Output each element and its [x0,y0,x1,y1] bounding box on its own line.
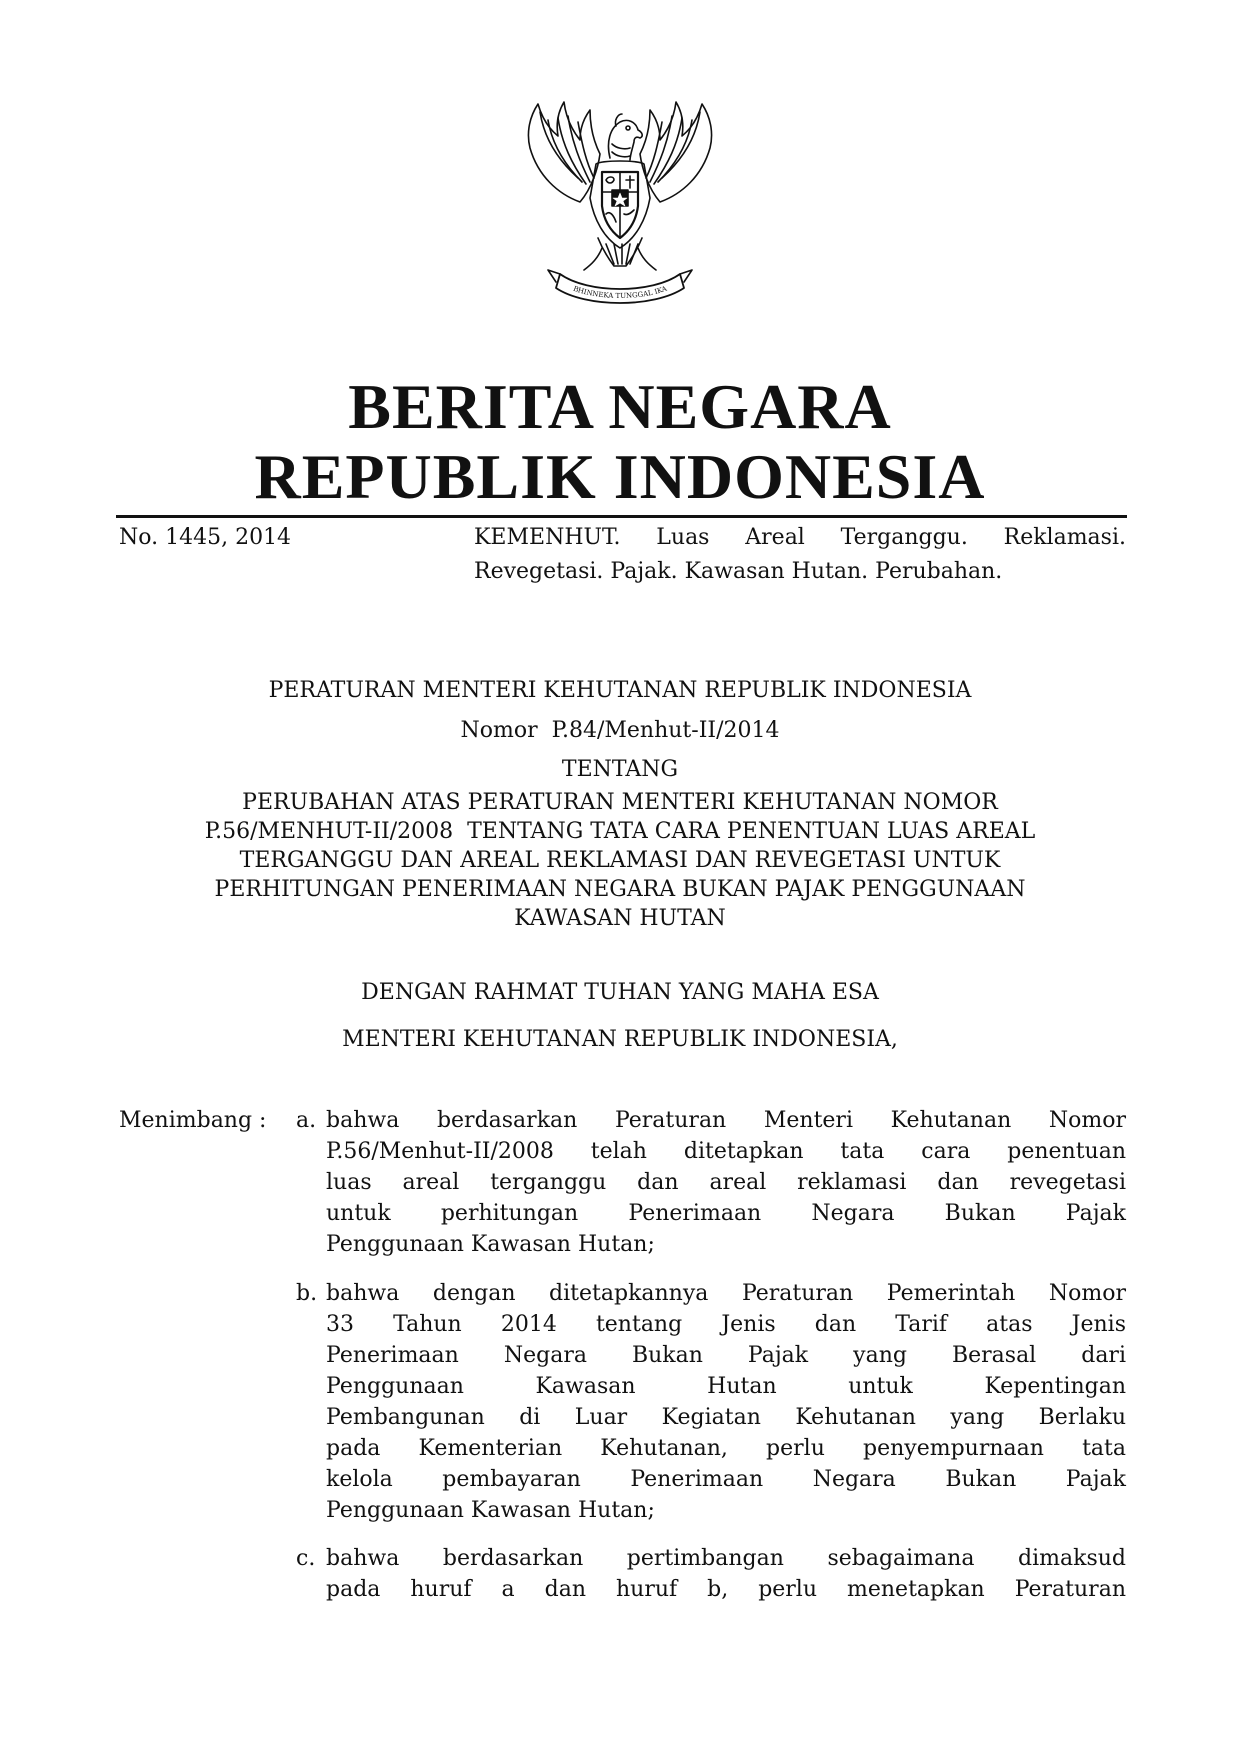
item-line: Penggunaan Kawasan Hutan; [326,1498,655,1523]
item-line: 33 Tahun 2014 tentang Jenis dan Tarif atas Jenis [326,1312,1126,1337]
item-line: Penerimaan Negara Bukan Pajak yang Berasal dari [326,1343,1126,1368]
regulation-subject-line: PERUBAHAN ATAS PERATURAN MENTERI KEHUTANAN NOMOR [242,790,998,815]
gazette-subject-line-1: KEMENHUT. Luas Areal Terganggu. Reklamasi. [474,525,1126,550]
item-line: pada huruf a dan huruf b, perlu menetapkan Peraturan [326,1577,1126,1602]
item-marker: b. [296,1281,318,1306]
regulation-subject-line: P.56/MENHUT-II/2008 TENTANG TATA CARA PENENTUAN LUAS AREAL [204,819,1036,844]
title-line-2: REPUBLIK INDONESIA [254,441,986,512]
title-line-1: BERITA NEGARA [348,371,892,442]
header-rule [116,515,1127,518]
item-line: Pembangunan di Luar Kegiatan Kehutanan yang Berlaku [326,1405,1126,1430]
tentang-heading: TENTANG [561,757,679,782]
item-marker: a. [296,1108,317,1133]
regulation-number: Nomor P.84/Menhut-II/2014 [460,718,780,743]
item-line: bahwa dengan ditetapkannya Peraturan Pemerintah Nomor [326,1281,1126,1306]
item-line: Penggunaan Kawasan Hutan untuk Kepentingan [326,1374,1126,1399]
item-line: luas areal terganggu dan areal reklamasi dan revegetasi [326,1170,1126,1195]
item-body [326,1278,1126,1526]
gazette-subject-line-2: Revegetasi. Pajak. Kawasan Hutan. Perubahan. [474,559,1003,584]
gazette-subject [474,521,1126,589]
regulation-title: PERATURAN MENTERI KEHUTANAN REPUBLIK INDONESIA [268,678,972,703]
garuda-pancasila-emblem-icon [518,98,722,310]
regulation-subject [100,788,1140,933]
emblem-motto: BHINNEKA TUNGGAL IKA [572,284,668,301]
item-line: pada Kementerian Kehutanan, perlu penyempurnaan tata [326,1436,1126,1461]
item-line: P.56/Menhut-II/2008 telah ditetapkan tata cara penentuan [326,1139,1126,1164]
issuer: MENTERI KEHUTANAN REPUBLIK INDONESIA, [342,1027,898,1052]
gazette-number: No. 1445, 2014 [119,525,292,550]
item-body [326,1105,1126,1260]
item-line: Penggunaan Kawasan Hutan; [326,1232,655,1257]
regulation-subject-line: KAWASAN HUTAN [514,906,726,931]
item-line: untuk perhitungan Penerimaan Negara Bukan Pajak [326,1201,1126,1226]
item-body [326,1543,1126,1605]
regulation-subject-line: TERGANGGU DAN AREAL REKLAMASI DAN REVEGETASI UNTUK [239,848,1001,873]
menimbang-label: Menimbang : [119,1108,267,1133]
regulation-subject-line: PERHITUNGAN PENERIMAAN NEGARA BUKAN PAJAK PENGGUNAAN [214,877,1026,902]
item-line: bahwa berdasarkan pertimbangan sebagaimana dimaksud [326,1546,1126,1571]
preamble: DENGAN RAHMAT TUHAN YANG MAHA ESA [361,980,879,1005]
item-line: kelola pembayaran Penerimaan Negara Bukan Pajak [326,1467,1126,1492]
item-line: bahwa berdasarkan Peraturan Menteri Kehutanan Nomor [326,1108,1126,1133]
item-marker: c. [296,1546,316,1571]
